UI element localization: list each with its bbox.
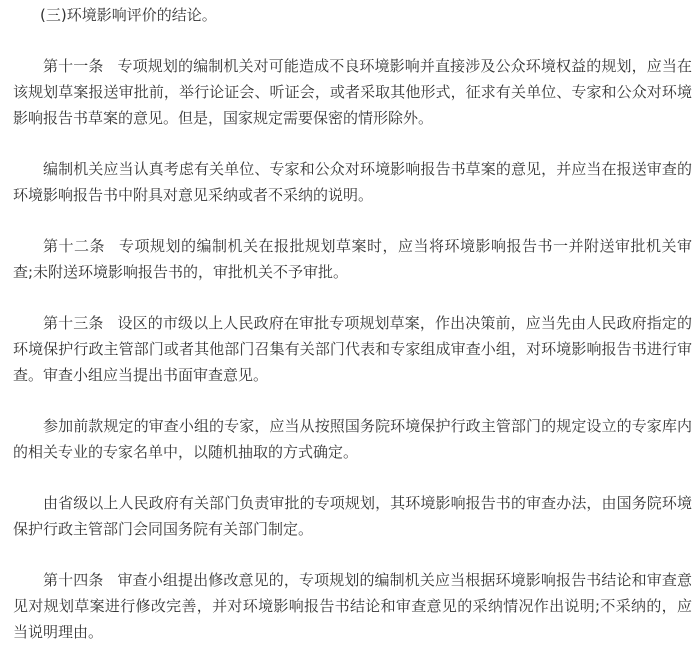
paragraph-article-13-experts [13, 413, 692, 465]
paragraph-article-11-continued [13, 156, 692, 208]
paragraph-text: 参加前款规定的审查小组的专家，应当从按照国务院环境保护行政主管部门的规定设立的专家库内的相关专业的专家名单中，以随机抽取的方式确定。 [13, 417, 692, 461]
paragraph-text: 设区的市级以上人民政府在审批专项规划草案，作出决策前，应当先由人民政府指定的环境保护行政主管部门或者其他部门召集有关部门代表和专家组成审查小组，对环境影响报告书进行审查。审查小组应当提出书面审查意见。 [13, 314, 692, 384]
paragraph-text: 专项规划的编制机关在报批规划草案时，应当将环境影响报告书一并附送审批机关审查;未附送环境影响报告书的，审批机关不予审批。 [13, 237, 692, 281]
paragraph-article-14 [13, 567, 692, 645]
article-number: 第十四条 [43, 571, 104, 589]
article-number: 第十一条 [43, 57, 104, 75]
paragraph-text: 审查小组提出修改意见的，专项规划的编制机关应当根据环境影响报告书结论和审查意见对规划草案进行修改完善，并对环境影响报告书结论和审查意见的采纳情况作出说明;不采纳的，应当说明理由。 [13, 571, 692, 641]
paragraph-article-13 [13, 310, 692, 388]
article-number: 第十三条 [43, 314, 104, 332]
paragraph-article-13-provincial [13, 490, 692, 542]
paragraph-article-11 [13, 53, 692, 131]
paragraph-text: 专项规划的编制机关对可能造成不良环境影响并直接涉及公众环境权益的规划，应当在该规划草案报送审批前，举行论证会、听证会，或者采取其他形式，征求有关单位、专家和公众对环境影响报告书草案的意见。但是，国家规定需要保密的情形除外。 [13, 57, 692, 127]
paragraph-text: 编制机关应当认真考虑有关单位、专家和公众对环境影响报告书草案的意见，并应当在报送审查的环境影响报告书中附具对意见采纳或者不采纳的说明。 [13, 160, 692, 204]
article-number: 第十二条 [43, 237, 105, 255]
paragraph-text: 由省级以上人民政府有关部门负责审批的专项规划，其环境影响报告书的审查办法，由国务院环境保护行政主管部门会同国务院有关部门制定。 [13, 494, 692, 538]
paragraph-article-12 [13, 233, 692, 285]
section-heading: (三)环境影响评价的结论。 [40, 6, 217, 24]
